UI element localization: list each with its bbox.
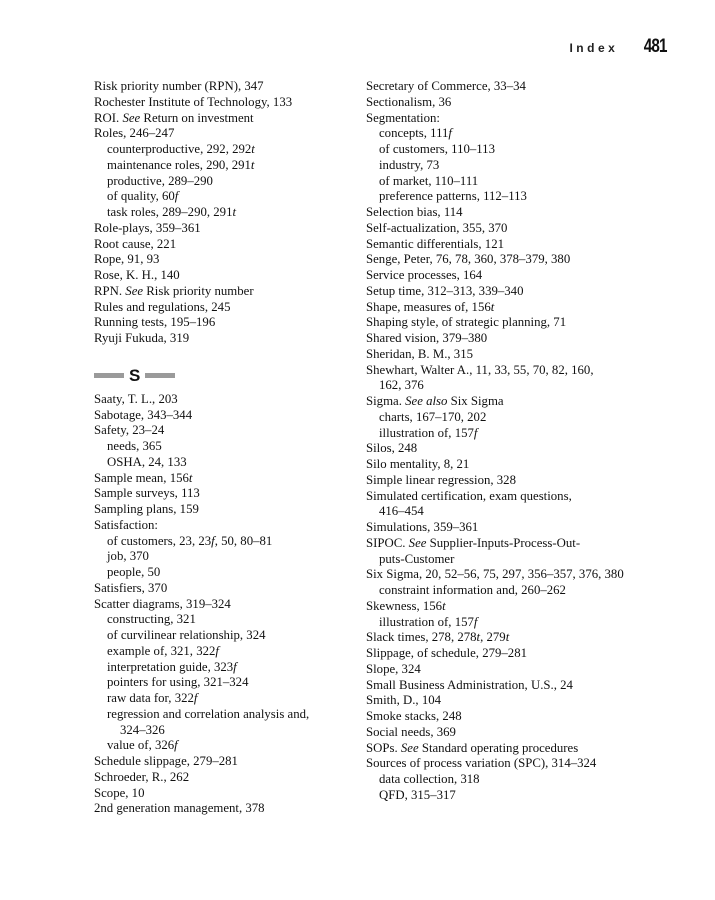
index-entry xyxy=(366,315,624,331)
entry-text: preference patterns, 112–113 xyxy=(379,189,527,204)
index-entry xyxy=(366,221,624,237)
entry-text: Silos, 248 xyxy=(366,441,418,456)
entry-text: of curvilinear relationship, 324 xyxy=(107,628,266,642)
index-entry xyxy=(94,471,349,487)
entry-text: constructing, 321 xyxy=(107,612,196,627)
entry-text: people, 50 xyxy=(107,565,161,579)
index-entry xyxy=(366,237,624,253)
index-subentry xyxy=(94,707,349,739)
index-subentry xyxy=(94,612,349,628)
index-entry xyxy=(366,79,624,95)
page-header xyxy=(569,36,667,58)
entry-text: illustration of, 157 xyxy=(379,425,474,440)
heading-bar-right xyxy=(145,373,175,378)
entry-text-rest: Standard operating procedures xyxy=(418,740,579,755)
entry-continuation: 324–326 xyxy=(120,722,165,737)
index-subentry xyxy=(366,126,624,142)
entry-text: Small Business Administration, U.S., 24 xyxy=(366,677,573,692)
index-entry xyxy=(366,300,624,316)
entry-italic: t xyxy=(250,157,255,172)
entry-text: Segmentation: xyxy=(366,110,440,125)
entry-text: Sigma. xyxy=(366,394,406,408)
entry-text: Schroeder, R., 262 xyxy=(94,769,190,784)
index-entry xyxy=(366,741,624,757)
index-subentry xyxy=(94,142,349,158)
entry-italic: f xyxy=(215,643,219,658)
index-column-left xyxy=(94,79,349,817)
entry-text: SOPs. xyxy=(366,740,401,755)
entry-text: Slope, 324 xyxy=(366,661,421,676)
entry-italic: t xyxy=(505,630,510,645)
index-entry xyxy=(94,581,349,597)
index-entry xyxy=(94,111,349,127)
index-entry xyxy=(94,95,349,111)
entry-text: Silo mentality, 8, 21 xyxy=(366,457,470,471)
index-column-right xyxy=(366,79,624,804)
index-subentry xyxy=(94,675,349,691)
index-subentry xyxy=(94,628,349,644)
entry-text: data collection, 318 xyxy=(379,772,480,786)
entry-text: illustration of, 157 xyxy=(379,614,474,629)
index-entry xyxy=(94,315,349,331)
entry-text: Slippage, of schedule, 279–281 xyxy=(366,646,527,660)
index-entry xyxy=(366,457,624,473)
entry-italic: f xyxy=(233,659,237,674)
entry-text: Skewness, 156 xyxy=(366,598,443,613)
entry-text: Sampling plans, 159 xyxy=(94,502,199,516)
index-entry xyxy=(366,331,624,347)
index-entry xyxy=(94,597,349,613)
index-entry xyxy=(366,489,624,521)
section-letter: S xyxy=(129,365,141,385)
index-subentry xyxy=(366,174,624,190)
page-number: 481 xyxy=(644,36,667,57)
index-entry xyxy=(94,502,349,518)
entry-italic: See xyxy=(408,535,427,550)
entry-text: Sample mean, 156 xyxy=(94,470,189,485)
entry-text: Service processes, 164 xyxy=(366,268,483,282)
entry-text: example of, 321, 322 xyxy=(107,643,216,658)
index-entry xyxy=(94,79,349,95)
index-entry xyxy=(366,678,624,694)
entry-text: Rochester Institute of Technology, 133 xyxy=(94,94,293,109)
entry-italic: See xyxy=(125,283,144,298)
entry-text: charts, 167–170, 202 xyxy=(379,409,487,424)
entry-text: job, 370 xyxy=(107,549,149,564)
entry-italic: t xyxy=(476,630,481,645)
entry-text: Shaping style, of strategic planning, 71 xyxy=(366,315,567,330)
entry-text: Scatter diagrams, 319–324 xyxy=(94,596,231,611)
entry-text: counterproductive, 292, 292 xyxy=(107,142,252,156)
index-subentry xyxy=(94,565,349,581)
index-entry xyxy=(94,300,349,316)
entry-text: Selection bias, 114 xyxy=(366,205,463,219)
entry-italic: See xyxy=(122,110,141,125)
entry-italic: t xyxy=(251,142,255,156)
index-subentry xyxy=(94,158,349,174)
index-entries-r xyxy=(94,79,349,347)
index-entry xyxy=(94,770,349,786)
entry-text: Rope, 91, 93 xyxy=(94,252,160,267)
entry-text: Satisfiers, 370 xyxy=(94,580,168,595)
entry-text: RPN. xyxy=(94,283,126,298)
index-entry xyxy=(94,126,349,142)
index-entry xyxy=(366,284,624,300)
entry-text: industry, 73 xyxy=(379,157,440,172)
entry-text: Simulations, 359–361 xyxy=(366,520,479,534)
entry-text: ROI. xyxy=(94,110,123,125)
entry-text: raw data for, 322 xyxy=(107,691,194,705)
index-subentry xyxy=(94,439,349,455)
entry-text: Simulated certification, exam questions, xyxy=(366,488,572,503)
index-subentry xyxy=(94,534,349,550)
entry-text-rest: Six Sigma xyxy=(447,394,504,408)
index-entries-s xyxy=(94,392,349,817)
entry-text: Smoke stacks, 248 xyxy=(366,709,462,723)
entry-italic: t xyxy=(232,205,237,219)
entry-text: Sheridan, B. M., 315 xyxy=(366,346,473,361)
entry-italic: f xyxy=(448,126,452,141)
index-entry xyxy=(94,392,349,408)
entry-text: Scope, 10 xyxy=(94,785,145,800)
index-entry xyxy=(94,268,349,284)
entry-text: Social needs, 369 xyxy=(366,724,456,739)
entry-italic: See also xyxy=(405,394,448,408)
index-entry xyxy=(366,347,624,363)
entry-text: Running tests, 195–196 xyxy=(94,315,216,330)
entry-text: SIPOC. xyxy=(366,535,409,550)
entry-text-rest: Risk priority number xyxy=(143,283,254,298)
index-entry xyxy=(94,237,349,253)
index-subentry xyxy=(94,455,349,471)
index-entry xyxy=(94,331,349,347)
entry-text: of quality, 60 xyxy=(107,189,175,204)
entry-continuation: 162, 376 xyxy=(379,378,424,393)
entry-text: Shape, measures of, 156 xyxy=(366,299,491,314)
entry-text: Self-actualization, 355, 370 xyxy=(366,220,508,235)
entry-text: Satisfaction: xyxy=(94,517,158,532)
entry-italic: f xyxy=(211,533,215,548)
index-entry xyxy=(366,630,624,646)
heading-bar-left xyxy=(94,373,124,378)
entry-text: productive, 289–290 xyxy=(107,173,213,188)
index-entry xyxy=(366,520,624,536)
index-entry xyxy=(366,599,624,615)
entry-text: pointers for using, 321–324 xyxy=(107,675,249,690)
entry-text: regression and correlation analysis and, xyxy=(107,706,310,721)
entry-text: task roles, 289–290, 291 xyxy=(107,205,233,219)
letter-section-heading xyxy=(94,360,349,392)
entry-text: maintenance roles, 290, 291 xyxy=(107,157,251,172)
index-entry xyxy=(94,221,349,237)
index-subentry xyxy=(366,410,624,426)
index-entry xyxy=(366,473,624,489)
entry-italic: f xyxy=(193,691,198,705)
index-entry xyxy=(94,518,349,534)
index-entry xyxy=(366,536,624,568)
entry-text-rest: , 50, 80–81 xyxy=(214,533,273,548)
entry-italic: t xyxy=(188,470,193,485)
entry-text: needs, 365 xyxy=(107,439,162,453)
index-entry xyxy=(94,408,349,424)
index-subentry xyxy=(366,158,624,174)
index-entry xyxy=(94,486,349,502)
index-subentry xyxy=(366,426,624,442)
index-subentry xyxy=(366,772,624,788)
entry-text: constraint information and, 260–262 xyxy=(379,583,566,597)
entry-continuation: puts-Customer xyxy=(379,551,455,566)
index-entry xyxy=(94,786,349,802)
entry-text: Rules and regulations, 245 xyxy=(94,299,231,314)
index-entry xyxy=(366,709,624,725)
index-entry xyxy=(366,441,624,457)
index-entry xyxy=(366,111,624,127)
index-subentry xyxy=(94,189,349,205)
index-subentry xyxy=(94,549,349,565)
entry-text: Shewhart, Walter A., 11, 33, 55, 70, 82, 160, xyxy=(366,362,594,377)
entry-text: Semantic differentials, 121 xyxy=(366,236,505,251)
index-entry xyxy=(366,646,624,662)
index-subentry xyxy=(366,583,624,599)
index-entry xyxy=(366,662,624,678)
index-entry xyxy=(366,363,624,395)
entry-text: OSHA, 24, 133 xyxy=(107,454,187,469)
entry-continuation: 416–454 xyxy=(379,504,424,519)
entry-text: Ryuji Fukuda, 319 xyxy=(94,331,190,345)
entry-italic: f xyxy=(473,614,478,629)
entry-text: of customers, 110–113 xyxy=(379,142,495,156)
index-subentry xyxy=(94,205,349,221)
entry-text: concepts, 111 xyxy=(379,126,449,141)
entry-text: Six Sigma, 20, 52–56, 75, 297, 356–357, 376, 380 xyxy=(366,567,624,582)
entry-text: Simple linear regression, 328 xyxy=(366,472,516,487)
entry-italic: f xyxy=(174,738,178,753)
entry-text: Sabotage, 343–344 xyxy=(94,407,193,422)
entry-text: Secretary of Commerce, 33–34 xyxy=(366,79,526,93)
entry-text: interpretation guide, 323 xyxy=(107,659,234,674)
entry-text-rest: , 279 xyxy=(480,630,506,645)
entry-text: of customers, 23, 23 xyxy=(107,533,212,548)
entry-text: Root cause, 221 xyxy=(94,236,177,251)
entry-text: Sample surveys, 113 xyxy=(94,486,200,501)
index-subentry xyxy=(366,788,624,804)
index-entry xyxy=(366,268,624,284)
entry-text-rest: Supplier-Inputs-Process-Out- xyxy=(426,535,581,550)
index-subentry xyxy=(94,174,349,190)
entry-text: 2nd generation management, 378 xyxy=(94,801,265,816)
entry-text: Schedule slippage, 279–281 xyxy=(94,754,238,768)
index-entry xyxy=(94,423,349,439)
index-subentry xyxy=(94,691,349,707)
index-subentry xyxy=(94,660,349,676)
index-entry xyxy=(94,754,349,770)
index-entry xyxy=(94,284,349,300)
index-subentry xyxy=(366,142,624,158)
index-subentry xyxy=(94,644,349,660)
index-entry xyxy=(366,567,624,583)
entry-text: Shared vision, 379–380 xyxy=(366,331,488,345)
entry-italic: See xyxy=(400,740,419,755)
entry-italic: t xyxy=(490,299,495,314)
index-entries-s-continued xyxy=(366,79,624,804)
index-entry xyxy=(366,252,624,268)
entry-text: Smith, D., 104 xyxy=(366,693,442,708)
index-entry xyxy=(366,693,624,709)
index-subentry xyxy=(366,189,624,205)
entry-text-rest: Return on investment xyxy=(140,110,254,125)
index-subentry xyxy=(366,615,624,631)
index-entry xyxy=(366,725,624,741)
index-entry xyxy=(366,756,624,772)
entry-text: Role-plays, 359–361 xyxy=(94,220,201,235)
index-entry xyxy=(94,252,349,268)
entry-text: Risk priority number (RPN), 347 xyxy=(94,79,264,93)
entry-text: Saaty, T. L., 203 xyxy=(94,391,178,406)
index-entry xyxy=(94,801,349,817)
entry-text: Safety, 23–24 xyxy=(94,423,165,438)
running-head: Index xyxy=(569,41,619,55)
entry-text: Sources of process variation (SPC), 314–324 xyxy=(366,756,597,771)
entry-italic: t xyxy=(442,598,446,613)
entry-text: Sectionalism, 36 xyxy=(366,94,452,109)
entry-text: Senge, Peter, 76, 78, 360, 378–379, 380 xyxy=(366,252,571,267)
entry-text: of market, 110–111 xyxy=(379,173,479,188)
entry-text: Slack times, 278, 278 xyxy=(366,630,477,645)
index-entry xyxy=(366,95,624,111)
index-entry xyxy=(366,205,624,221)
entry-italic: f xyxy=(473,425,478,440)
entry-text: Roles, 246–247 xyxy=(94,126,175,141)
entry-text: QFD, 315–317 xyxy=(379,787,456,802)
entry-italic: f xyxy=(174,189,179,204)
index-subentry xyxy=(94,738,349,754)
entry-text: Setup time, 312–313, 339–340 xyxy=(366,283,524,298)
entry-text: value of, 326 xyxy=(107,738,175,753)
entry-text: Rose, K. H., 140 xyxy=(94,268,180,282)
index-entry xyxy=(366,394,624,410)
